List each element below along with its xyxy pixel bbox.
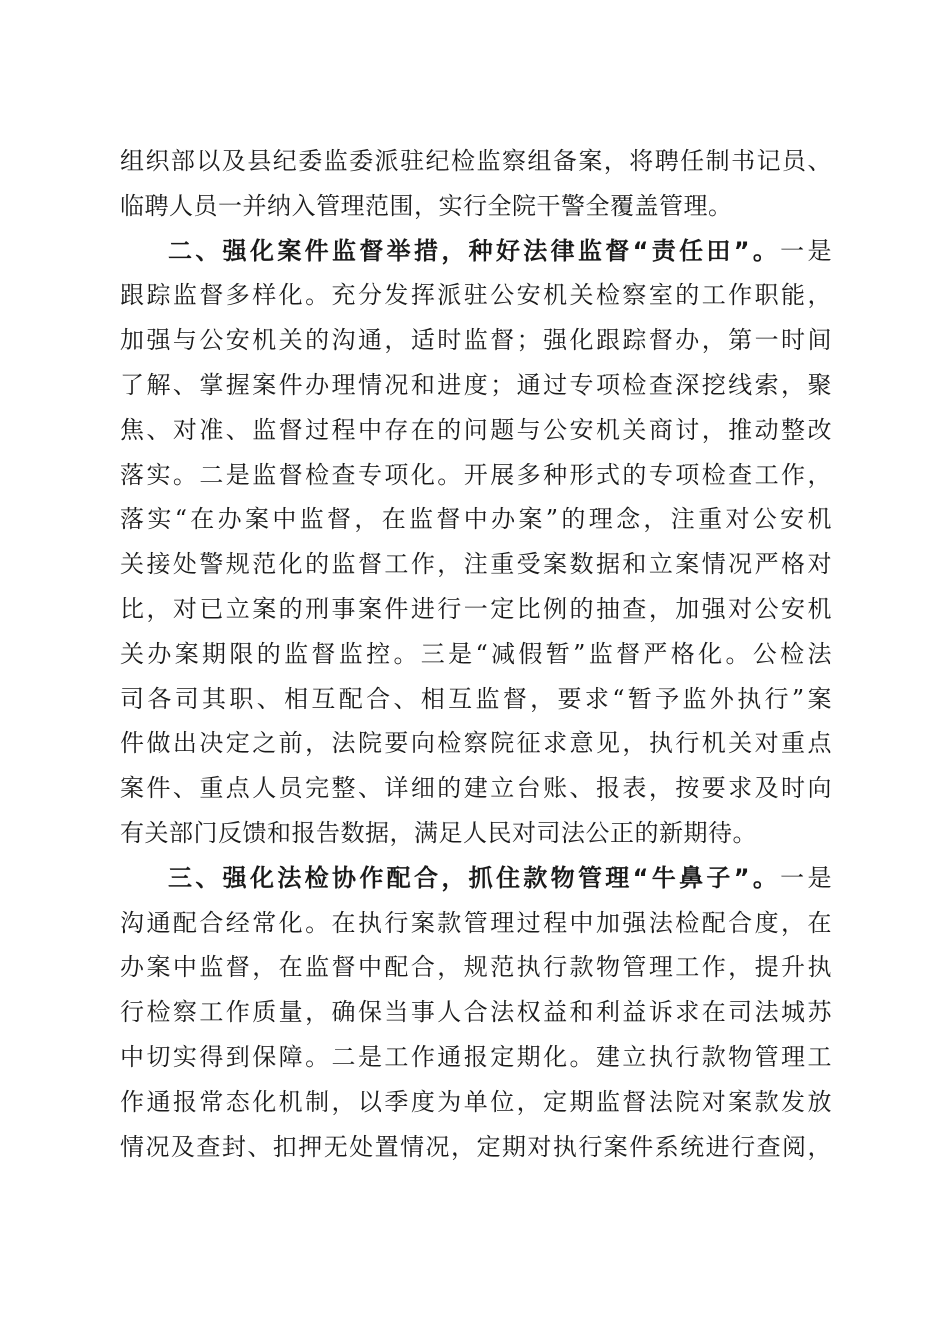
section-heading-line — [120, 856, 832, 901]
text-line: 有关部门反馈和报告数据，满足人民对司法公正的新期待。 — [120, 818, 757, 847]
text-line: 临聘人员一并纳入管理范围，实行全院干警全覆盖管理。 — [120, 191, 733, 220]
text-run: 一是 — [780, 863, 833, 892]
text-line: 组织部以及县纪委监委派驻纪检监察组备案，将聘任制书记员、 — [120, 147, 832, 175]
body-text — [120, 139, 832, 1169]
text-run: 一是 — [780, 236, 833, 265]
text-line: 加强与公安机关的沟通，适时监督；强化跟踪督办，第一时间 — [120, 326, 832, 355]
text-line: 落实“在办案中监督，在监督中办案”的理念，注重对公安机 — [120, 505, 832, 534]
text-line: 件做出决定之前，法院要向检察院征求意见，执行机关对重点 — [120, 729, 832, 758]
text-line: 落实。二是监督检查专项化。开展多种形式的专项检查工作， — [120, 460, 832, 489]
section-heading: 三、强化法检协作配合，抓住款物管理“牛鼻子”。 — [168, 863, 781, 892]
text-line: 办案中监督，在监督中配合，规范执行款物管理工作，提升执 — [120, 953, 832, 982]
text-line: 司各司其职、相互配合、相互监督，要求“暂予监外执行”案 — [120, 684, 832, 713]
text-line: 案件、重点人员完整、详细的建立台账、报表，按要求及时向 — [120, 774, 832, 803]
text-line: 情况及查封、扣押无处置情况，定期对执行案件系统进行查阅， — [120, 1132, 832, 1161]
text-line: 跟踪监督多样化。充分发挥派驻公安机关检察室的工作职能， — [120, 281, 832, 310]
section-heading-line — [120, 229, 832, 274]
text-line: 关接处警规范化的监督工作，注重受案数据和立案情况严格对 — [120, 550, 832, 579]
text-line: 了解、掌握案件办理情况和进度；通过专项检查深挖线索，聚 — [120, 370, 832, 399]
text-line: 沟通配合经常化。在执行案款管理过程中加强法检配合度，在 — [120, 908, 832, 937]
text-line: 焦、对准、监督过程中存在的问题与公安机关商讨，推动整改 — [120, 415, 832, 444]
text-line: 作通报常态化机制，以季度为单位，定期监督法院对案款发放 — [120, 1087, 832, 1116]
text-line: 中切实得到保障。二是工作通报定期化。建立执行款物管理工 — [120, 1042, 832, 1071]
section-heading: 二、强化案件监督举措，种好法律监督“责任田”。 — [168, 236, 781, 265]
text-line: 比，对已立案的刑事案件进行一定比例的抽查，加强对公安机 — [120, 594, 832, 623]
text-line: 行检察工作质量，确保当事人合法权益和利益诉求在司法城苏 — [120, 998, 832, 1027]
text-line: 关办案期限的监督监控。三是“减假暂”监督严格化。公检法 — [120, 639, 832, 668]
